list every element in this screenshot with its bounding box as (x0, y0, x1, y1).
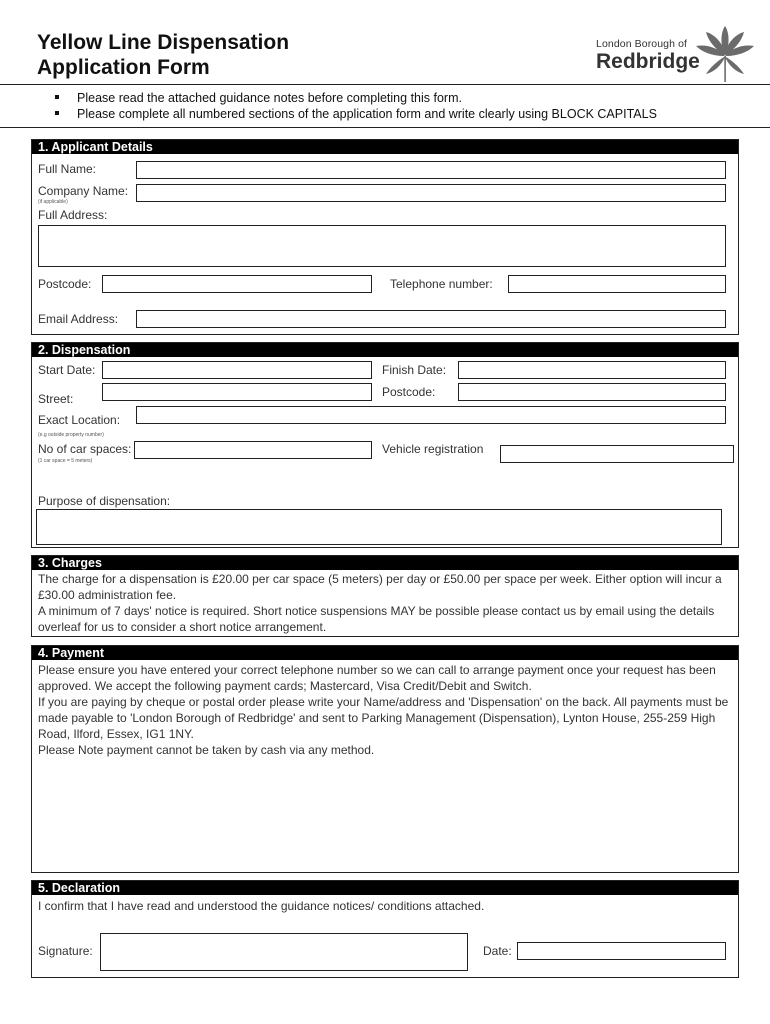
full-name-label: Full Name: (38, 162, 97, 176)
logo-name: Redbridge (596, 50, 700, 73)
dispensation-postcode-label: Postcode: (382, 385, 436, 399)
email-label: Email Address: (38, 312, 119, 326)
telephone-label: Telephone number: (390, 277, 493, 291)
instruction-1: Please read the attached guidance notes before completing this form. (55, 91, 462, 105)
exact-location-field[interactable] (136, 406, 726, 424)
vehicle-registration-field[interactable] (500, 445, 734, 463)
date-label: Date: (483, 944, 512, 958)
start-date-label: Start Date: (38, 363, 96, 377)
section-applicant-details (31, 139, 739, 335)
if-applicable-note: (if applicable) (38, 199, 68, 205)
section-heading: 2. Dispensation (32, 343, 738, 357)
signature-label: Signature: (38, 944, 93, 958)
section-charges (31, 555, 739, 637)
exact-location-note: (e.g outside property number) (38, 432, 104, 438)
car-spaces-label: No of car spaces: (38, 442, 132, 456)
company-name-label: Company Name: (38, 184, 129, 198)
purpose-field[interactable] (36, 509, 722, 545)
section-heading: 4. Payment (32, 646, 738, 660)
email-field[interactable] (136, 310, 726, 328)
leaf-logo-icon (690, 24, 760, 84)
postcode-label: Postcode: (38, 277, 92, 291)
street-label: Street: (38, 392, 74, 406)
section-declaration (31, 880, 739, 978)
instructions-divider (0, 127, 770, 128)
signature-field[interactable] (100, 933, 468, 971)
car-space-note: (1 car space = 5 meters) (38, 458, 93, 464)
charges-paragraph-2: A minimum of 7 days' notice is required. Short notice suspensions MAY be possible please contact us by email using the details overleaf for us to consider a short notice arrangement. (38, 604, 715, 634)
company-name-field[interactable] (136, 184, 726, 202)
section-dispensation (31, 342, 739, 548)
section-heading: 3. Charges (32, 556, 738, 570)
vehicle-registration-label: Vehicle registration (382, 442, 484, 456)
section-heading: 5. Declaration (32, 881, 738, 895)
full-address-label: Full Address: (38, 208, 108, 222)
charges-text (38, 571, 738, 635)
street-field[interactable] (102, 383, 372, 401)
car-spaces-field[interactable] (134, 441, 372, 459)
date-field[interactable] (517, 942, 726, 960)
section-heading: 1. Applicant Details (32, 140, 738, 154)
exact-location-label: Exact Location: (38, 413, 121, 427)
payment-text (38, 662, 738, 758)
declaration-text: I confirm that I have read and understood the guidance notices/ conditions attached. (38, 899, 485, 913)
telephone-field[interactable] (508, 275, 726, 293)
bullet-icon (55, 111, 59, 115)
charges-paragraph-1: The charge for a dispensation is £20.00 per car space (5 meters) per day or £50.00 per space per week. Either option will incur a £30.00 administration fee. (38, 572, 722, 602)
finish-date-label: Finish Date: (382, 363, 447, 377)
postcode-field[interactable] (102, 275, 372, 293)
header-divider (0, 84, 770, 85)
finish-date-field[interactable] (458, 361, 726, 379)
bullet-icon (55, 95, 59, 99)
full-address-field[interactable] (38, 225, 726, 267)
payment-paragraph-2: If you are paying by cheque or postal order please write your Name/address and 'Dispensation' on the back. All payments must be made payable to 'London Borough of Redbridge' and sent to Parking Management (Dispensation), Lynton House, 255-259 High Road, Ilford, Essex, IG1 1NY. (38, 695, 729, 741)
full-name-field[interactable] (136, 161, 726, 179)
payment-paragraph-1: Please ensure you have entered your correct telephone number so we can call to arrange payment once your request has been approved. We accept the following payment cards; Mastercard, Visa Credit/Debit and Switch. (38, 663, 716, 693)
instruction-2: Please complete all numbered sections of the application form and write clearly using BLOCK CAPITALS (55, 107, 657, 121)
payment-paragraph-3: Please Note payment cannot be taken by cash via any method. (38, 743, 375, 757)
start-date-field[interactable] (102, 361, 372, 379)
title-line-2: Application Form (37, 56, 210, 79)
dispensation-postcode-field[interactable] (458, 383, 726, 401)
purpose-label: Purpose of dispensation: (38, 494, 171, 508)
title-line-1: Yellow Line Dispensation (37, 31, 290, 54)
logo-caption: London Borough of (596, 38, 688, 50)
section-payment (31, 645, 739, 873)
page-title (37, 30, 289, 80)
